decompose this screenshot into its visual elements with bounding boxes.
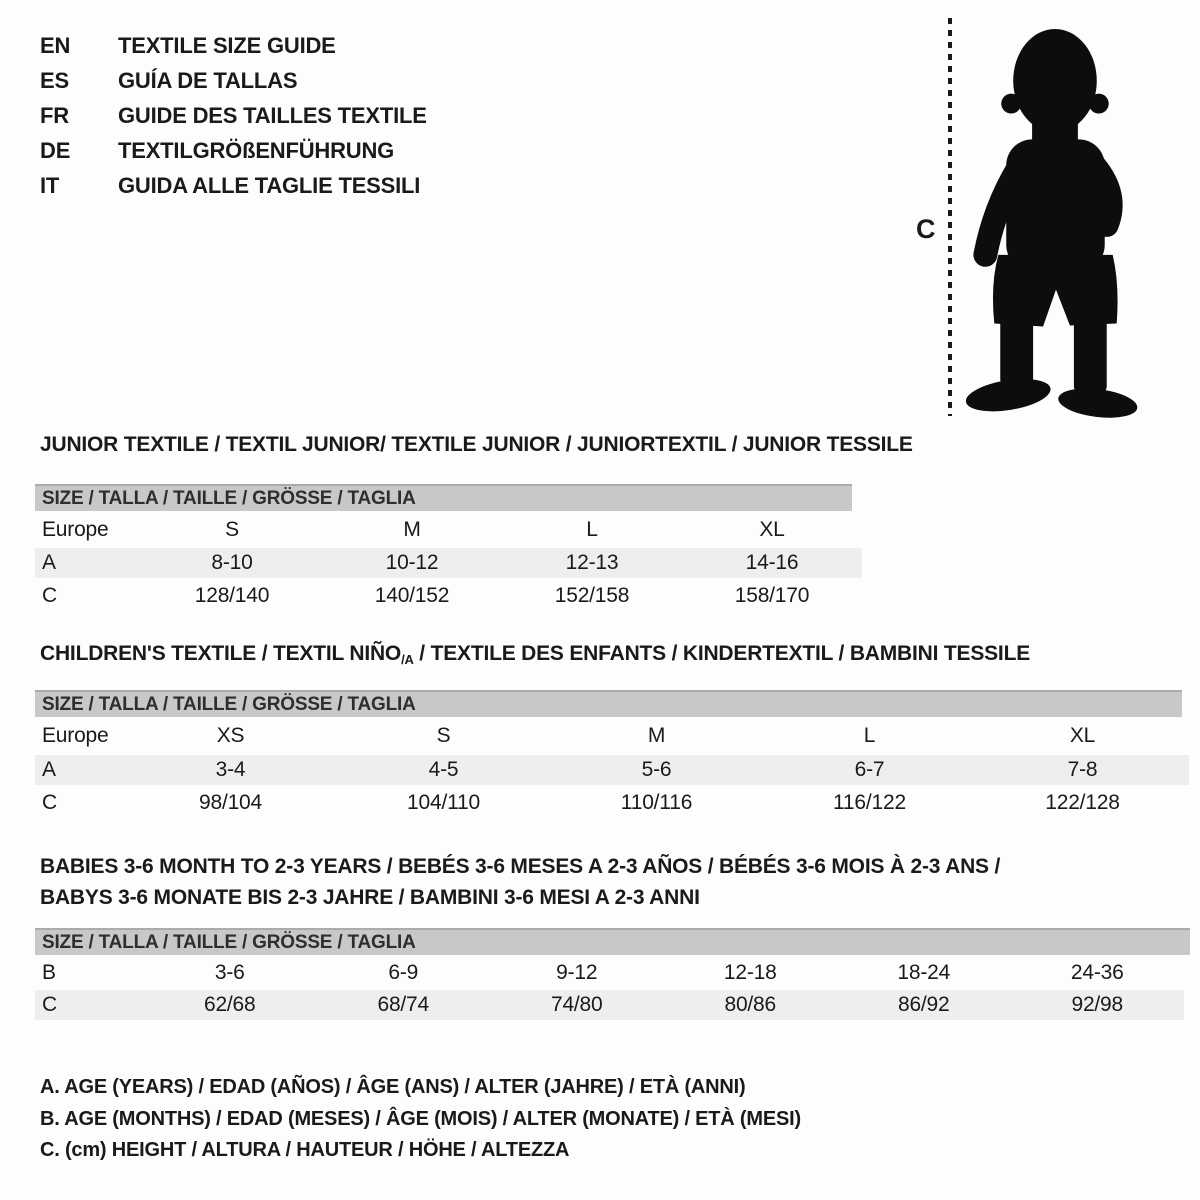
height-cell: 110/116 (620, 791, 693, 814)
size-cell: L (863, 724, 876, 747)
note-b: B. AGE (MONTHS) / EDAD (MESES) / ÂGE (MOIS) / ALTER (MONATE) / ETÀ (MESI) (40, 1107, 801, 1130)
row-label: C (42, 791, 57, 814)
age-cell: 24-36 (1070, 960, 1124, 984)
age-cell: 12-18 (723, 960, 777, 984)
height-measure-label: C (916, 214, 936, 244)
row-label: B (42, 960, 56, 984)
lang-code: EN (40, 32, 71, 58)
size-cell: S (436, 724, 451, 747)
size-header-label: SIZE / TALLA / TAILLE / GRÖSSE / TAGLIA (42, 487, 416, 509)
lang-code: IT (40, 172, 60, 198)
table-row (35, 785, 1189, 821)
guide-title-es: GUÍA DE TALLAS (118, 67, 298, 93)
junior-size-header-bar (35, 484, 852, 511)
children-size-header-bar (35, 690, 1182, 717)
junior-section-title: JUNIOR TEXTILE / TEXTIL JUNIOR/ TEXTILE JUNIOR / JUNIORTEXTIL / JUNIOR TESSILE (40, 433, 913, 456)
babies-title-line1: BABIES 3-6 MONTH TO 2-3 YEARS / BEBÉS 3-6 MESES A 2-3 AÑOS / BÉBÉS 3-6 MOIS À 2-3 ANS / (40, 855, 1001, 878)
table-row (35, 990, 1184, 1020)
lang-code: DE (40, 137, 71, 163)
children-title-post: / TEXTILE DES ENFANTS / KINDERTEXTIL / BAMBINI TESSILE (413, 642, 1031, 665)
size-cell: XL (1069, 724, 1096, 747)
children-title-pre: CHILDREN'S TEXTILE / TEXTIL NIÑO (40, 642, 402, 665)
height-cell: 68/74 (377, 993, 430, 1016)
age-cell: 3-4 (215, 758, 246, 781)
lang-row-en (40, 28, 427, 63)
lang-code: ES (40, 67, 69, 93)
legend-notes (40, 1072, 801, 1167)
table-row (35, 755, 1189, 785)
guide-title-fr: GUIDE DES TAILLES TEXTILE (118, 102, 427, 128)
children-section-title (40, 642, 1030, 666)
age-cell: 6-7 (854, 758, 885, 781)
size-cell: XS (216, 724, 245, 747)
lang-code: FR (40, 102, 69, 128)
height-cell: 128/140 (194, 584, 270, 607)
age-cell: 10-12 (385, 551, 439, 574)
size-cell: S (225, 517, 239, 541)
height-cell: 122/128 (1045, 791, 1120, 814)
height-cell: 92/98 (1071, 993, 1124, 1016)
guide-title-it: GUIDA ALLE TAGLIE TESSILI (118, 172, 421, 198)
size-cell: L (586, 517, 598, 541)
row-label: A (42, 758, 56, 781)
babies-section-title (40, 851, 1000, 913)
age-cell: 8-10 (211, 551, 253, 574)
height-cell: 104/110 (407, 791, 480, 814)
height-cell: 74/80 (550, 993, 603, 1016)
age-cell: 7-8 (1067, 758, 1098, 781)
size-cell: M (403, 517, 421, 541)
children-title-subscript: /A (401, 652, 414, 667)
age-cell: 14-16 (745, 551, 799, 574)
height-cell: 140/152 (374, 584, 450, 607)
size-cell: XL (759, 517, 785, 541)
row-label: A (42, 551, 56, 574)
height-cell: 98/104 (198, 791, 263, 814)
table-row (35, 511, 862, 548)
row-label: C (42, 584, 57, 607)
guide-title-de: TEXTILGRÖßENFÜHRUNG (118, 137, 395, 163)
height-cell: 62/68 (203, 993, 256, 1016)
height-cell: 116/122 (833, 791, 906, 814)
babies-title-line2: BABYS 3-6 MONATE BIS 2-3 JAHRE / BAMBINI 3-6 MESI A 2-3 ANNI (40, 886, 700, 909)
height-cell: 86/92 (897, 993, 950, 1016)
age-cell: 9-12 (556, 960, 598, 984)
age-cell: 6-9 (388, 960, 419, 984)
table-row (35, 717, 1189, 755)
age-cell: 12-13 (565, 551, 619, 574)
lang-row-es (40, 63, 427, 98)
table-row (35, 548, 862, 578)
note-a: A. AGE (YEARS) / EDAD (AÑOS) / ÂGE (ANS) / ALTER (JAHRE) / ETÀ (ANNI) (40, 1076, 746, 1098)
age-cell: 18-24 (897, 960, 951, 984)
lang-row-de (40, 133, 427, 168)
lang-row-fr (40, 98, 427, 133)
table-row (35, 955, 1184, 990)
size-header-label: SIZE / TALLA / TAILLE / GRÖSSE / TAGLIA (42, 931, 416, 953)
lang-row-it (40, 168, 427, 203)
guide-title-en: TEXTILE SIZE GUIDE (118, 32, 336, 58)
age-cell: 4-5 (428, 758, 459, 781)
row-label: Europe (42, 724, 109, 747)
row-label: C (42, 993, 57, 1016)
height-measure-dashed-line (948, 18, 952, 416)
note-c: C. (cm) HEIGHT / ALTURA / HAUTEUR / HÖHE / ALTEZZA (40, 1139, 570, 1161)
height-cell: 80/86 (724, 993, 777, 1016)
size-header-label: SIZE / TALLA / TAILLE / GRÖSSE / TAGLIA (42, 693, 416, 715)
height-cell: 152/158 (554, 584, 630, 607)
table-row (35, 578, 862, 614)
row-label: Europe (42, 517, 109, 541)
height-cell: 158/170 (734, 584, 810, 607)
size-cell: M (647, 724, 666, 747)
babies-size-header-bar (35, 928, 1190, 955)
language-title-list (40, 28, 427, 203)
age-cell: 5-6 (641, 758, 672, 781)
toddler-silhouette (958, 24, 1148, 422)
age-cell: 3-6 (214, 960, 245, 984)
